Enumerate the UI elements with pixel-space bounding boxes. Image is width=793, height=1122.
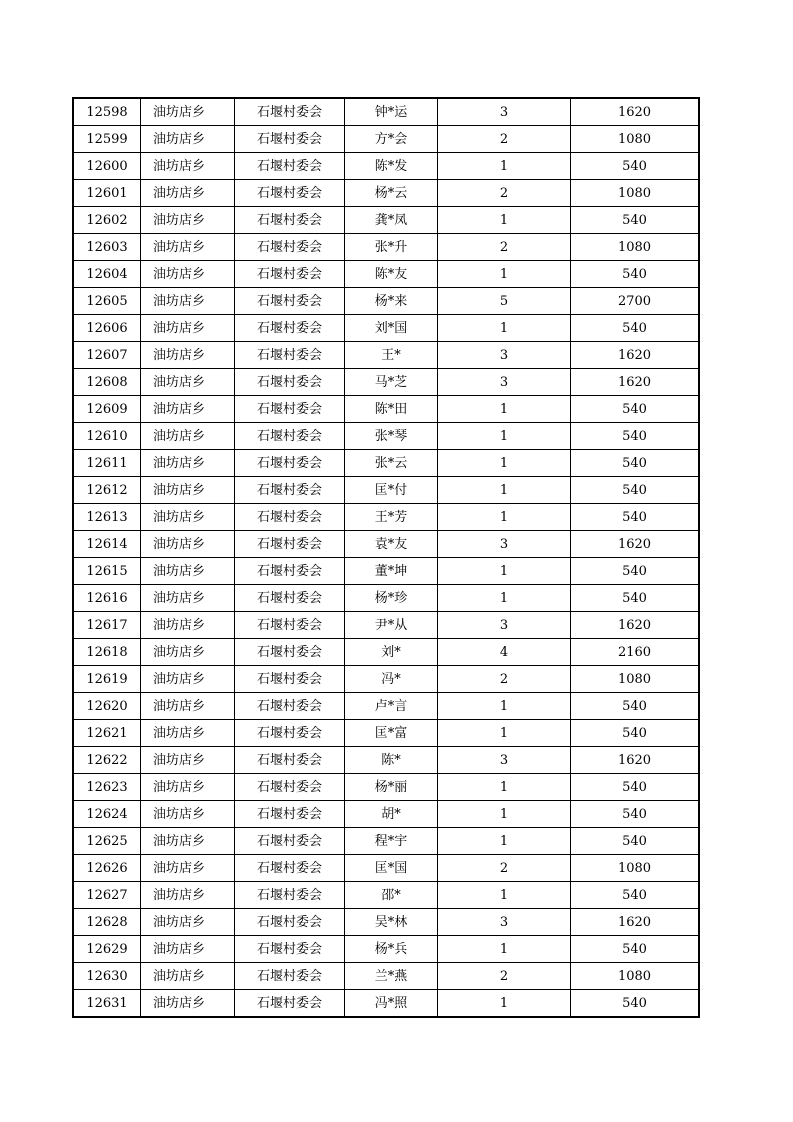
- cell-name: 张*云: [345, 450, 438, 477]
- cell-village: 石堰村委会: [235, 531, 345, 558]
- cell-village: 石堰村委会: [235, 639, 345, 666]
- table-row: [73, 801, 699, 828]
- cell-id: 12619: [73, 666, 141, 693]
- cell-village: 石堰村委会: [235, 612, 345, 639]
- cell-town: 油坊店乡: [141, 693, 235, 720]
- table-row: [73, 98, 699, 126]
- cell-town: 油坊店乡: [141, 234, 235, 261]
- cell-town: 油坊店乡: [141, 180, 235, 207]
- cell-id: 12627: [73, 882, 141, 909]
- cell-id: 12606: [73, 315, 141, 342]
- cell-name: 杨*丽: [345, 774, 438, 801]
- cell-count: 1: [438, 936, 571, 963]
- cell-count: 3: [438, 342, 571, 369]
- cell-count: 3: [438, 98, 571, 126]
- cell-town: 油坊店乡: [141, 342, 235, 369]
- cell-village: 石堰村委会: [235, 234, 345, 261]
- table-row: [73, 288, 699, 315]
- cell-count: 2: [438, 666, 571, 693]
- cell-name: 方*会: [345, 126, 438, 153]
- cell-id: 12599: [73, 126, 141, 153]
- cell-town: 油坊店乡: [141, 720, 235, 747]
- cell-name: 龚*凤: [345, 207, 438, 234]
- cell-town: 油坊店乡: [141, 990, 235, 1018]
- cell-count: 1: [438, 801, 571, 828]
- cell-village: 石堰村委会: [235, 774, 345, 801]
- cell-village: 石堰村委会: [235, 315, 345, 342]
- cell-village: 石堰村委会: [235, 558, 345, 585]
- cell-village: 石堰村委会: [235, 963, 345, 990]
- cell-amount: 540: [571, 450, 700, 477]
- table-row: [73, 342, 699, 369]
- cell-count: 1: [438, 504, 571, 531]
- cell-count: 1: [438, 774, 571, 801]
- cell-count: 5: [438, 288, 571, 315]
- cell-id: 12604: [73, 261, 141, 288]
- cell-count: 3: [438, 369, 571, 396]
- table-row: [73, 153, 699, 180]
- cell-village: 石堰村委会: [235, 990, 345, 1018]
- cell-name: 刘*国: [345, 315, 438, 342]
- cell-town: 油坊店乡: [141, 98, 235, 126]
- cell-town: 油坊店乡: [141, 801, 235, 828]
- cell-amount: 2160: [571, 639, 700, 666]
- cell-id: 12628: [73, 909, 141, 936]
- cell-amount: 540: [571, 828, 700, 855]
- cell-name: 陈*友: [345, 261, 438, 288]
- cell-amount: 2700: [571, 288, 700, 315]
- cell-town: 油坊店乡: [141, 504, 235, 531]
- cell-id: 12603: [73, 234, 141, 261]
- table-row: [73, 180, 699, 207]
- cell-town: 油坊店乡: [141, 315, 235, 342]
- cell-town: 油坊店乡: [141, 639, 235, 666]
- cell-town: 油坊店乡: [141, 747, 235, 774]
- cell-town: 油坊店乡: [141, 477, 235, 504]
- cell-village: 石堰村委会: [235, 180, 345, 207]
- cell-town: 油坊店乡: [141, 828, 235, 855]
- cell-name: 冯*: [345, 666, 438, 693]
- cell-town: 油坊店乡: [141, 612, 235, 639]
- cell-name: 陈*: [345, 747, 438, 774]
- cell-count: 1: [438, 261, 571, 288]
- cell-amount: 540: [571, 693, 700, 720]
- cell-village: 石堰村委会: [235, 396, 345, 423]
- cell-amount: 540: [571, 774, 700, 801]
- cell-town: 油坊店乡: [141, 423, 235, 450]
- cell-count: 2: [438, 234, 571, 261]
- cell-amount: 1080: [571, 234, 700, 261]
- cell-count: 1: [438, 990, 571, 1018]
- cell-village: 石堰村委会: [235, 207, 345, 234]
- cell-count: 3: [438, 909, 571, 936]
- cell-village: 石堰村委会: [235, 153, 345, 180]
- table-row: [73, 612, 699, 639]
- cell-id: 12601: [73, 180, 141, 207]
- cell-village: 石堰村委会: [235, 801, 345, 828]
- cell-town: 油坊店乡: [141, 666, 235, 693]
- table-row: [73, 234, 699, 261]
- cell-amount: 540: [571, 720, 700, 747]
- cell-village: 石堰村委会: [235, 828, 345, 855]
- cell-amount: 540: [571, 990, 700, 1018]
- cell-village: 石堰村委会: [235, 747, 345, 774]
- table-row: [73, 477, 699, 504]
- cell-town: 油坊店乡: [141, 855, 235, 882]
- table-row: [73, 585, 699, 612]
- cell-village: 石堰村委会: [235, 936, 345, 963]
- cell-amount: 1620: [571, 369, 700, 396]
- table-row: [73, 666, 699, 693]
- cell-town: 油坊店乡: [141, 153, 235, 180]
- cell-name: 张*琴: [345, 423, 438, 450]
- cell-amount: 540: [571, 315, 700, 342]
- data-table: [72, 97, 700, 1018]
- cell-name: 马*芝: [345, 369, 438, 396]
- cell-name: 王*芳: [345, 504, 438, 531]
- cell-name: 张*升: [345, 234, 438, 261]
- cell-id: 12624: [73, 801, 141, 828]
- cell-id: 12609: [73, 396, 141, 423]
- cell-amount: 540: [571, 153, 700, 180]
- cell-count: 1: [438, 315, 571, 342]
- cell-village: 石堰村委会: [235, 504, 345, 531]
- cell-id: 12614: [73, 531, 141, 558]
- cell-count: 1: [438, 450, 571, 477]
- cell-amount: 540: [571, 801, 700, 828]
- table-row: [73, 828, 699, 855]
- cell-count: 2: [438, 963, 571, 990]
- cell-amount: 540: [571, 396, 700, 423]
- cell-count: 1: [438, 423, 571, 450]
- cell-name: 兰*燕: [345, 963, 438, 990]
- cell-town: 油坊店乡: [141, 369, 235, 396]
- cell-village: 石堰村委会: [235, 288, 345, 315]
- cell-amount: 1620: [571, 98, 700, 126]
- cell-count: 1: [438, 828, 571, 855]
- cell-village: 石堰村委会: [235, 126, 345, 153]
- table-row: [73, 693, 699, 720]
- cell-village: 石堰村委会: [235, 666, 345, 693]
- table-row: [73, 396, 699, 423]
- cell-id: 12610: [73, 423, 141, 450]
- table-row: [73, 504, 699, 531]
- cell-amount: 1080: [571, 855, 700, 882]
- cell-town: 油坊店乡: [141, 963, 235, 990]
- cell-id: 12602: [73, 207, 141, 234]
- cell-count: 1: [438, 585, 571, 612]
- cell-id: 12611: [73, 450, 141, 477]
- cell-name: 匡*付: [345, 477, 438, 504]
- cell-amount: 540: [571, 261, 700, 288]
- cell-id: 12617: [73, 612, 141, 639]
- cell-village: 石堰村委会: [235, 450, 345, 477]
- cell-town: 油坊店乡: [141, 396, 235, 423]
- cell-count: 3: [438, 531, 571, 558]
- cell-count: 1: [438, 693, 571, 720]
- cell-id: 12605: [73, 288, 141, 315]
- cell-town: 油坊店乡: [141, 261, 235, 288]
- cell-village: 石堰村委会: [235, 720, 345, 747]
- cell-name: 袁*友: [345, 531, 438, 558]
- cell-name: 杨*云: [345, 180, 438, 207]
- cell-amount: 540: [571, 585, 700, 612]
- cell-town: 油坊店乡: [141, 531, 235, 558]
- table-row: [73, 315, 699, 342]
- cell-count: 2: [438, 180, 571, 207]
- cell-amount: 1080: [571, 666, 700, 693]
- cell-id: 12630: [73, 963, 141, 990]
- cell-id: 12616: [73, 585, 141, 612]
- cell-count: 4: [438, 639, 571, 666]
- cell-name: 刘*: [345, 639, 438, 666]
- cell-name: 尹*从: [345, 612, 438, 639]
- cell-village: 石堰村委会: [235, 882, 345, 909]
- cell-name: 卢*言: [345, 693, 438, 720]
- cell-amount: 540: [571, 423, 700, 450]
- cell-name: 杨*珍: [345, 585, 438, 612]
- table-row: [73, 747, 699, 774]
- cell-name: 王*: [345, 342, 438, 369]
- table-row: [73, 207, 699, 234]
- cell-town: 油坊店乡: [141, 909, 235, 936]
- table-row: [73, 558, 699, 585]
- cell-id: 12629: [73, 936, 141, 963]
- cell-name: 董*坤: [345, 558, 438, 585]
- cell-amount: 1620: [571, 612, 700, 639]
- cell-count: 2: [438, 855, 571, 882]
- table-row: [73, 990, 699, 1018]
- table-row: [73, 531, 699, 558]
- table-row: [73, 423, 699, 450]
- cell-count: 1: [438, 396, 571, 423]
- cell-village: 石堰村委会: [235, 98, 345, 126]
- cell-amount: 1080: [571, 963, 700, 990]
- cell-amount: 540: [571, 477, 700, 504]
- cell-count: 1: [438, 153, 571, 180]
- cell-id: 12631: [73, 990, 141, 1018]
- cell-amount: 1620: [571, 342, 700, 369]
- cell-id: 12613: [73, 504, 141, 531]
- cell-town: 油坊店乡: [141, 558, 235, 585]
- cell-name: 匡*富: [345, 720, 438, 747]
- cell-town: 油坊店乡: [141, 882, 235, 909]
- cell-id: 12621: [73, 720, 141, 747]
- cell-amount: 540: [571, 558, 700, 585]
- cell-count: 1: [438, 207, 571, 234]
- cell-id: 12607: [73, 342, 141, 369]
- cell-amount: 1620: [571, 909, 700, 936]
- cell-name: 陈*田: [345, 396, 438, 423]
- cell-town: 油坊店乡: [141, 288, 235, 315]
- cell-village: 石堰村委会: [235, 477, 345, 504]
- cell-village: 石堰村委会: [235, 585, 345, 612]
- cell-town: 油坊店乡: [141, 207, 235, 234]
- cell-count: 3: [438, 612, 571, 639]
- cell-id: 12622: [73, 747, 141, 774]
- cell-name: 吴*林: [345, 909, 438, 936]
- cell-count: 2: [438, 126, 571, 153]
- cell-id: 12615: [73, 558, 141, 585]
- table-row: [73, 882, 699, 909]
- cell-id: 12623: [73, 774, 141, 801]
- cell-town: 油坊店乡: [141, 585, 235, 612]
- cell-village: 石堰村委会: [235, 342, 345, 369]
- cell-village: 石堰村委会: [235, 423, 345, 450]
- cell-id: 12625: [73, 828, 141, 855]
- cell-amount: 540: [571, 504, 700, 531]
- cell-town: 油坊店乡: [141, 936, 235, 963]
- cell-id: 12608: [73, 369, 141, 396]
- cell-name: 程*宇: [345, 828, 438, 855]
- cell-name: 邵*: [345, 882, 438, 909]
- table-row: [73, 450, 699, 477]
- table-row: [73, 369, 699, 396]
- table-row: [73, 909, 699, 936]
- cell-name: 钟*运: [345, 98, 438, 126]
- cell-id: 12612: [73, 477, 141, 504]
- cell-town: 油坊店乡: [141, 450, 235, 477]
- cell-name: 杨*来: [345, 288, 438, 315]
- cell-amount: 1080: [571, 126, 700, 153]
- cell-name: 杨*兵: [345, 936, 438, 963]
- cell-amount: 540: [571, 882, 700, 909]
- cell-amount: 540: [571, 936, 700, 963]
- cell-id: 12620: [73, 693, 141, 720]
- cell-village: 石堰村委会: [235, 369, 345, 396]
- cell-count: 3: [438, 747, 571, 774]
- cell-village: 石堰村委会: [235, 261, 345, 288]
- cell-town: 油坊店乡: [141, 774, 235, 801]
- cell-id: 12600: [73, 153, 141, 180]
- cell-name: 胡*: [345, 801, 438, 828]
- table-row: [73, 963, 699, 990]
- cell-count: 1: [438, 720, 571, 747]
- cell-count: 1: [438, 558, 571, 585]
- table-body: [73, 98, 699, 1017]
- table-row: [73, 936, 699, 963]
- cell-village: 石堰村委会: [235, 855, 345, 882]
- table-row: [73, 720, 699, 747]
- table-row: [73, 261, 699, 288]
- table-row: [73, 126, 699, 153]
- cell-town: 油坊店乡: [141, 126, 235, 153]
- cell-id: 12626: [73, 855, 141, 882]
- cell-name: 陈*发: [345, 153, 438, 180]
- cell-amount: 1620: [571, 531, 700, 558]
- cell-village: 石堰村委会: [235, 909, 345, 936]
- cell-name: 冯*照: [345, 990, 438, 1018]
- table-row: [73, 855, 699, 882]
- cell-count: 1: [438, 882, 571, 909]
- cell-amount: 1080: [571, 180, 700, 207]
- cell-amount: 1620: [571, 747, 700, 774]
- cell-count: 1: [438, 477, 571, 504]
- table-row: [73, 639, 699, 666]
- cell-amount: 540: [571, 207, 700, 234]
- table-row: [73, 774, 699, 801]
- cell-id: 12618: [73, 639, 141, 666]
- cell-name: 匡*国: [345, 855, 438, 882]
- cell-id: 12598: [73, 98, 141, 126]
- cell-village: 石堰村委会: [235, 693, 345, 720]
